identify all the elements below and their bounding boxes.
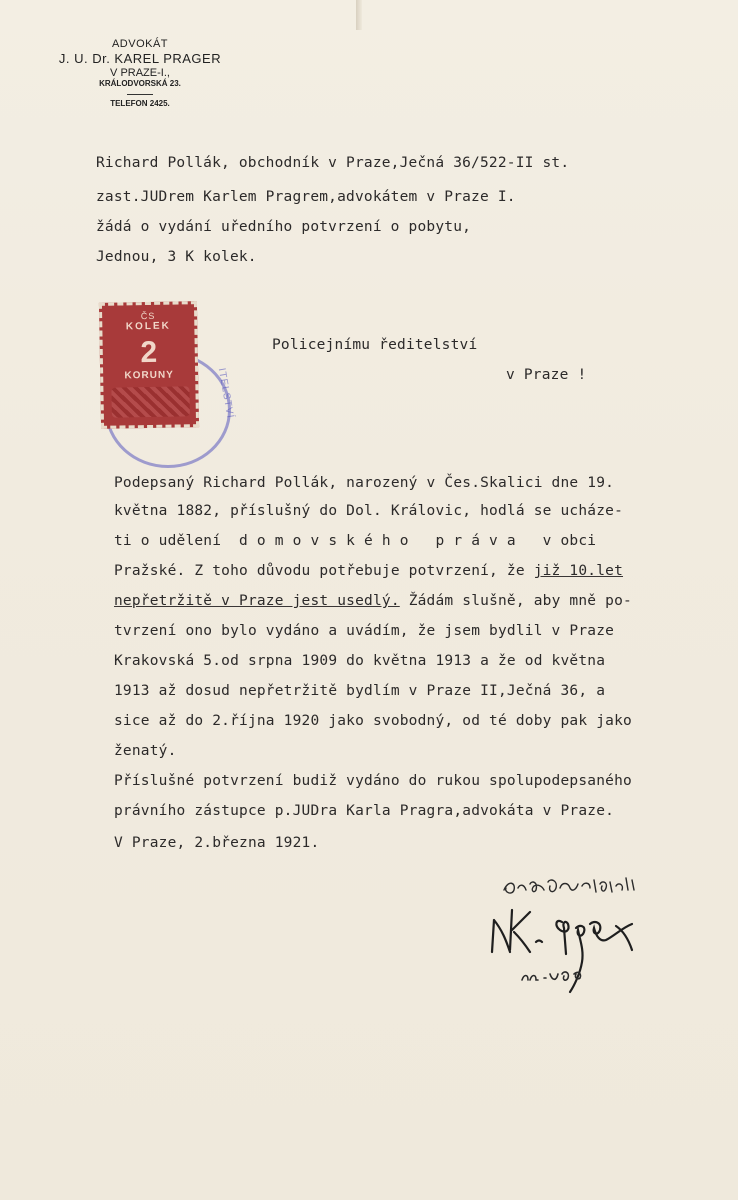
revenue-stamp: [99, 301, 199, 429]
header-line-1: Richard Pollák, obchodník v Praze,Ječná 36/522-II st.: [96, 155, 570, 171]
body-line-4: [114, 563, 623, 579]
stamp-crest-icon: [111, 386, 190, 417]
body-line-10: ženatý.: [114, 743, 177, 759]
body-line-11: Příslušné potvrzení budiž vydáno do rukou spolupodepsaného: [114, 773, 632, 789]
letterhead-street: KRÁLODVORSKÁ 23.: [99, 79, 181, 88]
body-line-5-underlined: nepřetržitě v Praze jest usedlý.: [114, 593, 400, 609]
stamp-kolek: KOLEK: [125, 320, 171, 333]
body-line-5-text: Žádám slušně, aby mně po-: [399, 593, 632, 609]
body-line-12: právního zástupce p.JUDra Karla Pragra,advokáta v Praze.: [114, 803, 615, 819]
letterhead-title: ADVOKÁT: [111, 38, 169, 50]
body-line-5: [114, 593, 632, 609]
handwritten-signatures: [486, 870, 666, 1000]
body-line-8: 1913 až dosud nepřetržitě bydlím v Praze II,Ječná 36, a: [114, 683, 606, 699]
letterhead-city: V PRAZE-I.,: [110, 67, 170, 79]
letterhead-name: J. U. Dr. KAREL PRAGER: [58, 51, 222, 66]
body-line-1: Podepsaný Richard Pollák, narozený v Čes.Skalici dne 19.: [114, 475, 615, 491]
address-line-2: v Praze !: [506, 367, 587, 383]
stamp-value: 2: [140, 335, 158, 370]
header-line-2: zast.JUDrem Karlem Pragrem,advokátem v Praze I.: [96, 189, 516, 205]
body-line-4-text: Pražské. Z toho důvodu potřebuje potvrzení, že: [114, 563, 534, 579]
body-line-3: ti o udělení d o m o v s k é h o p r á v a v obci: [114, 533, 597, 549]
body-line-2: května 1882, příslušný do Dol. Královic, hodlá se ucháze-: [114, 503, 623, 519]
body-line-6: tvrzení ono bylo vydáno a uvádím, že jsem bydlil v Praze: [114, 623, 615, 639]
body-line-7: Krakovská 5.od srpna 1909 do května 1913 a že od května: [114, 653, 606, 669]
stamp-koruny: KORUNY: [124, 369, 174, 382]
seal-text: ITELSTVÍ: [215, 367, 236, 420]
stamp-country: ČS: [140, 310, 156, 322]
letterhead: [40, 38, 240, 108]
body-line-4-underlined: již 10.let: [533, 563, 624, 579]
header-line-3: žádá o vydání uředního potvrzení o pobytu,: [96, 219, 472, 235]
letterhead-phone: TELEFON 2425.: [110, 99, 170, 108]
header-line-4: Jednou, 3 K kolek.: [96, 249, 257, 265]
paper-fold: [356, 0, 362, 30]
letterhead-divider: [127, 94, 153, 95]
body-date-line: V Praze, 2.března 1921.: [114, 835, 320, 851]
address-line-1: Policejnímu ředitelství: [272, 337, 478, 353]
body-line-9: sice až do 2.října 1920 jako svobodný, od té doby pak jako: [114, 713, 632, 729]
